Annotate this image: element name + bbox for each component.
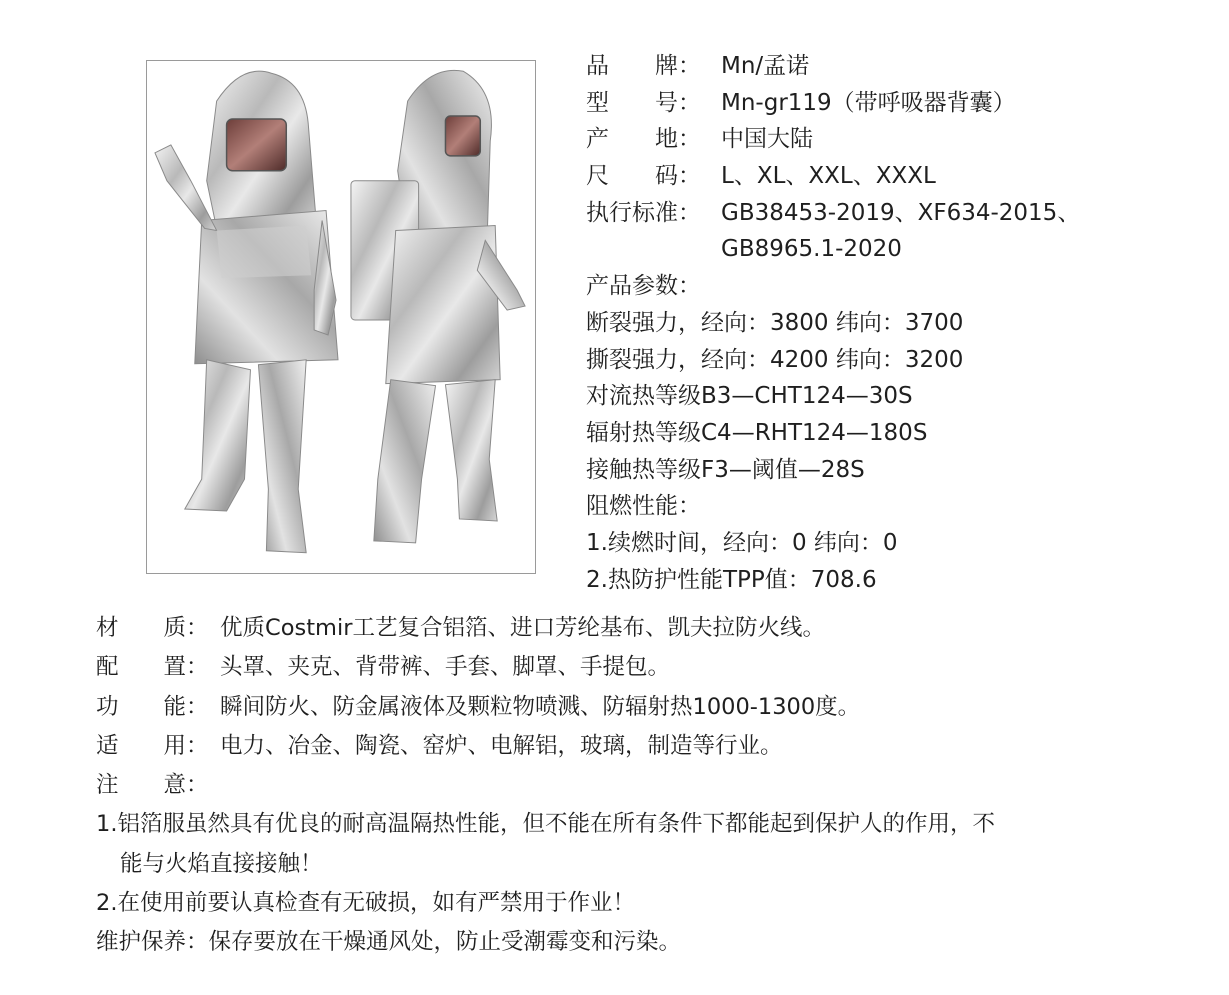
- contact-heat-grade: 接触热等级F3—阈值—28S: [586, 456, 865, 483]
- product-photo: [146, 60, 536, 574]
- detail-list: [96, 609, 1216, 963]
- config-value: 头罩、夹克、背带裤、手套、脚罩、手提包。: [220, 654, 671, 681]
- suit-front-figure: [155, 71, 338, 553]
- spec-tpp: [586, 562, 1216, 599]
- spec-size-value: L、XL、XXL、XXXL: [721, 163, 936, 190]
- detail-notice1: [96, 805, 1216, 844]
- detail-notice-title: [96, 766, 1216, 805]
- function-value: 瞬间防火、防金属液体及颗粒物喷溅、防辐射热1000-1300度。: [220, 693, 861, 720]
- detail-usage: [96, 727, 1216, 766]
- notice1-line2: 能与火焰直接接触！: [120, 850, 323, 877]
- suit-back-figure: [351, 70, 525, 542]
- tpp-value: 2.热防护性能TPP值：708.6: [586, 566, 877, 593]
- spec-size: [586, 158, 1216, 195]
- params-title: 产品参数：: [586, 273, 701, 300]
- spec-convective: [586, 378, 1216, 415]
- spec-breaking: [586, 305, 1216, 342]
- spec-model-value: Mn-gr119（带呼吸器背囊）: [721, 89, 1016, 116]
- tearing-strength: 撕裂强力，经向：4200 纬向：3200: [586, 346, 964, 373]
- maintenance: 维护保养：保存要放在干燥通风处，防止受潮霉变和污染。: [96, 929, 682, 956]
- detail-notice2: [96, 884, 1216, 923]
- spec-tearing: [586, 342, 1216, 379]
- spec-model-label: 型 号：: [586, 89, 701, 116]
- notice1-line1: 1.铝箔服虽然具有优良的耐高温隔热性能，但不能在所有条件下都能起到保护人的作用，不: [96, 811, 995, 838]
- spec-size-label: 尺 码：: [586, 163, 701, 190]
- spec-brand-label: 品 牌：: [586, 53, 701, 79]
- spec-contact: [586, 452, 1216, 489]
- spec-model: [586, 85, 1216, 122]
- detail-notice1-cont: [96, 845, 1216, 884]
- afterflame-time: 1.续燃时间，经向：0 纬向：0: [586, 529, 898, 556]
- detail-maintenance: [96, 923, 1216, 962]
- material-label: 材 质：: [96, 615, 209, 641]
- spec-standard-label: 执行标准：: [586, 199, 701, 226]
- spec-afterflame: [586, 525, 1216, 562]
- spec-brand: [586, 48, 1216, 85]
- config-label: 配 置：: [96, 654, 209, 681]
- spec-standard-cont: [586, 231, 1216, 268]
- spec-list: [586, 48, 1216, 598]
- spec-brand-value: Mn/孟诺: [721, 53, 810, 79]
- notice2: 2.在使用前要认真检查有无破损，如有严禁用于作业！: [96, 890, 635, 917]
- spec-origin-value: 中国大陆: [721, 126, 813, 153]
- spec-origin-label: 产 地：: [586, 126, 701, 153]
- breaking-strength: 断裂强力，经向：3800 纬向：3700: [586, 309, 964, 336]
- spec-origin: [586, 121, 1216, 158]
- convective-heat-grade: 对流热等级B3—CHT124—30S: [586, 383, 913, 410]
- spec-flame-title: [586, 488, 1216, 525]
- spec-radiant: [586, 415, 1216, 452]
- spec-standard-value-line1: GB38453-2019、XF634-2015、: [721, 199, 1081, 226]
- material-value: 优质Costmir工艺复合铝箔、进口芳纶基布、凯夫拉防火线。: [220, 615, 825, 641]
- usage-value: 电力、冶金、陶瓷、窑炉、电解铝，玻璃，制造等行业。: [220, 732, 783, 759]
- aluminized-fire-suit-photo: [147, 61, 535, 573]
- detail-material: [96, 609, 1216, 648]
- spec-standard-value-line2: GB8965.1-2020: [721, 236, 902, 263]
- radiant-heat-grade: 辐射热等级C4—RHT124—180S: [586, 419, 928, 446]
- usage-label: 适 用：: [96, 732, 209, 759]
- detail-config: [96, 648, 1216, 687]
- detail-function: [96, 688, 1216, 727]
- function-label: 功 能：: [96, 693, 209, 720]
- spec-params-title: [586, 268, 1216, 305]
- notice-title: 注 意：: [96, 772, 209, 799]
- flame-title: 阻燃性能：: [586, 493, 701, 520]
- spec-standard: [586, 195, 1216, 232]
